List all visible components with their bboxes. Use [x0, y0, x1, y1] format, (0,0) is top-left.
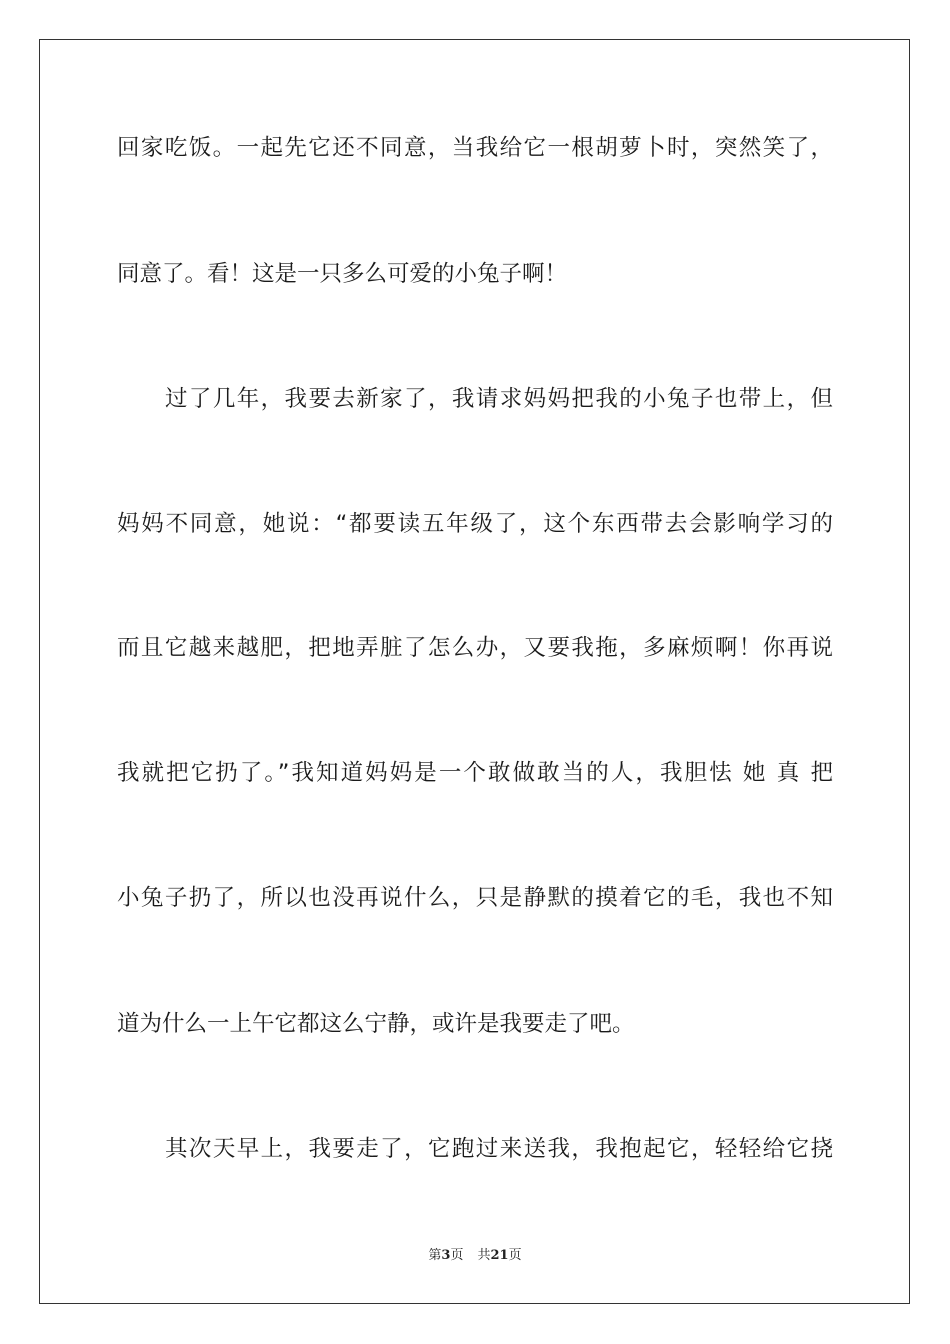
total-pages: 21	[490, 1248, 509, 1263]
text-line: 小兔子扔了，所以也没再说什么，只是静默的摸着它的毛，我也不知	[117, 885, 833, 911]
text-line: 而且它越来越肥，把地弄脏了怎么办，又要我拖，多麻烦啊！你再说	[117, 635, 833, 661]
text-line: 妈妈不同意，她说：“都要读五年级了，这个东西带去会影响学习的	[117, 511, 833, 537]
page-prefix: 第	[428, 1248, 442, 1263]
page-footer	[0, 1247, 950, 1265]
text-line: 道为什么一上午它都这么宁静，或许是我要走了吧。	[117, 1011, 635, 1037]
text-line: 同意了。看！这是一只多么可爱的小兔子啊！	[117, 261, 568, 287]
total-prefix: 共	[477, 1248, 491, 1263]
text-line: 其次天早上，我要走了，它跑过来送我，我抱起它，轻轻给它挠	[165, 1136, 833, 1162]
text-line: 我就把它扔了。”我知道妈妈是一个敢做敢当的人，我胆怯 她 真 把	[117, 760, 833, 786]
text-line: 过了几年，我要去新家了，我请求妈妈把我的小兔子也带上，但	[165, 386, 833, 412]
total-suffix: 页	[508, 1248, 522, 1263]
page-suffix: 页	[450, 1248, 464, 1263]
page-number: 3	[441, 1248, 451, 1263]
page-border	[39, 39, 910, 1304]
text-line: 回家吃饭。一起先它还不同意，当我给它一根胡萝卜时，突然笑了，	[117, 135, 833, 161]
